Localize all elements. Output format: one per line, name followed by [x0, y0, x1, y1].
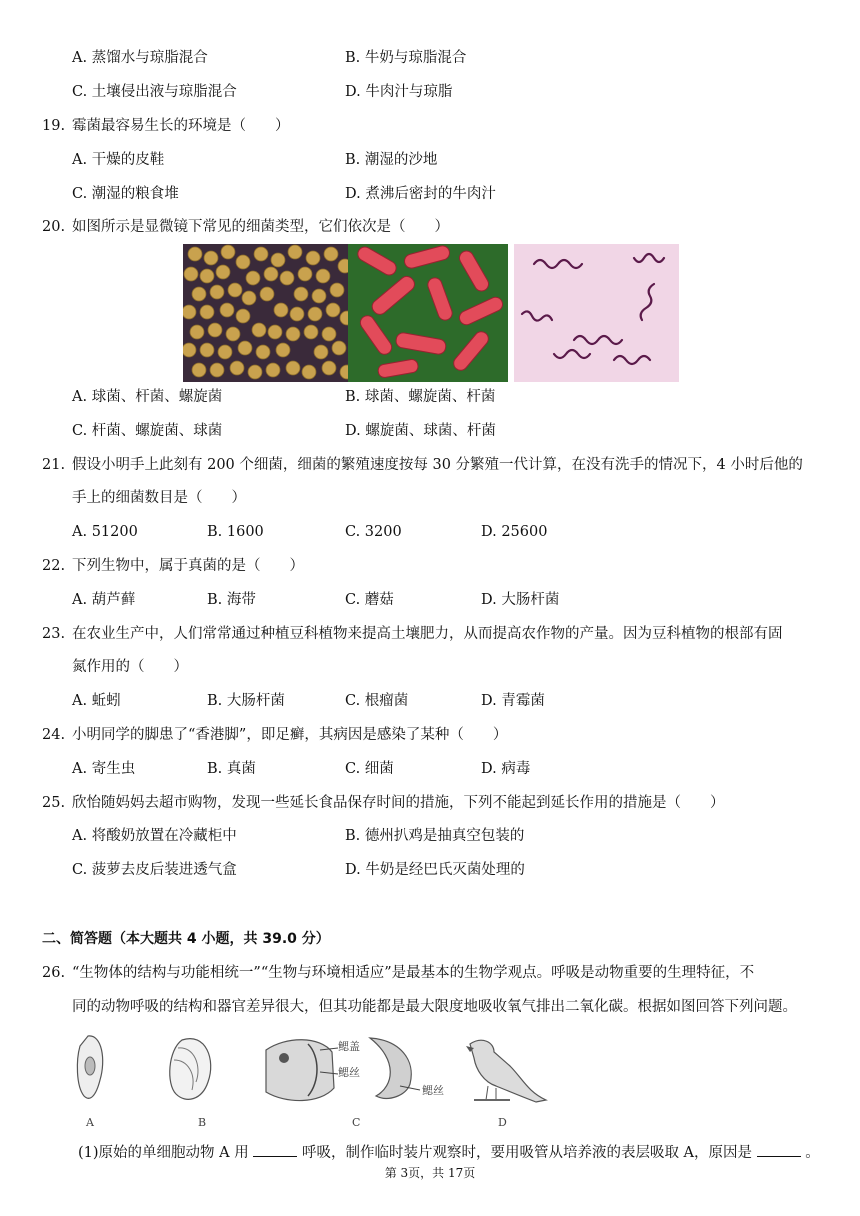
q23-option-b: B. 大肠杆菌: [207, 693, 285, 709]
q24-option-a: A. 寄生虫: [72, 761, 136, 777]
q18-option-c: C. 土壤侵出液与琼脂混合: [72, 84, 237, 100]
q26-sub1: [78, 1142, 820, 1163]
q21-stem-line2: 手上的细菌数目是（ ）: [72, 490, 246, 506]
q23-stem-line1: 在农业生产中，人们常常通过种植豆科植物来提高土壤肥力，从而提高农作物的产量。因为豆科植物的根部有固: [72, 626, 783, 642]
q20-number: 20.: [42, 219, 66, 235]
q24-option-b: B. 真菌: [207, 761, 256, 777]
q19-option-a: A. 干燥的皮鞋: [72, 152, 165, 168]
clam-drawing: [170, 1039, 211, 1100]
q19-stem: 霉菌最容易生长的环境是（ ）: [72, 118, 290, 134]
q25-stem: 欣怡随妈妈去超市购物，发现一些延长食品保存时间的措施，下列不能起到延长作用的措施是（ ）: [72, 795, 725, 811]
fig-label-gill-filament-2: 鳃丝: [422, 1084, 444, 1097]
q21-stem-line1: 假设小明手上此刻有 200 个细菌，细菌的繁殖速度按每 30 分繁殖一代计算，在没有洗手的情况下，4 小时后他的: [72, 457, 803, 473]
q24-stem: 小明同学的脚患了“香港脚”，即足癣，其病因是感染了某种（ ）: [72, 727, 508, 743]
q21-option-b: B. 1600: [207, 524, 264, 540]
q22-option-a: A. 葫芦藓: [72, 592, 136, 608]
spirilla-image: [514, 244, 679, 382]
q21-option-c: C. 3200: [345, 524, 402, 540]
q20-option-a: A. 球菌、杆菌、螺旋菌: [72, 389, 223, 405]
q23-number: 23.: [42, 626, 66, 642]
q19-option-b: B. 潮湿的沙地: [345, 152, 438, 168]
fig-label-d: D: [498, 1116, 507, 1129]
fig-label-gill-filament: 鳃丝: [338, 1066, 360, 1079]
section-heading: 二、简答题（本大题共 4 小题，共 39.0 分）: [42, 931, 330, 947]
q23-option-a: A. 蚯蚓: [72, 693, 121, 709]
q21-number: 21.: [42, 457, 66, 473]
q25-number: 25.: [42, 795, 66, 811]
respiration-figure: [70, 1030, 560, 1130]
bacteria-micrographs: [183, 244, 679, 382]
q22-stem: 下列生物中，属于真菌的是（ ）: [72, 558, 304, 574]
q18-option-b: B. 牛奶与琼脂混合: [345, 50, 467, 66]
page-footer: 第 3页，共 17页: [384, 1166, 476, 1180]
q23-option-d: D. 青霉菌: [481, 693, 545, 709]
q24-option-c: C. 细菌: [345, 761, 394, 777]
q25-option-b: B. 德州扒鸡是抽真空包装的: [345, 828, 525, 844]
q22-option-c: C. 蘑菇: [345, 592, 394, 608]
bird-drawing: [466, 1040, 546, 1102]
q25-option-c: C. 菠萝去皮后装进透气盒: [72, 862, 237, 878]
q20-option-c: C. 杆菌、螺旋菌、球菌: [72, 423, 223, 439]
q18-option-a: A. 蒸馏水与琼脂混合: [72, 50, 208, 66]
q26-number: 26.: [42, 965, 66, 981]
q25-option-a: A. 将酸奶放置在冷藏柜中: [72, 828, 237, 844]
paramecium-drawing: [77, 1036, 102, 1098]
q20-option-d: D. 螺旋菌、球菌、杆菌: [345, 423, 496, 439]
q20-option-b: B. 球菌、螺旋菌、杆菌: [345, 389, 496, 405]
q26-sub1-end: 。: [805, 1145, 820, 1161]
q21-option-a: A. 51200: [72, 524, 138, 540]
q21-option-d: D. 25600: [481, 524, 548, 540]
fig-label-c: C: [352, 1116, 361, 1129]
q22-number: 22.: [42, 558, 66, 574]
fig-label-b: B: [198, 1116, 207, 1129]
bacilli-image: [348, 244, 513, 382]
q25-option-d: D. 牛奶是经巴氏灭菌处理的: [345, 862, 525, 878]
q19-number: 19.: [42, 118, 66, 134]
q26-stem-line2: 同的动物呼吸的结构和器官差异很大，但其功能都是最大限度地吸收氧气排出二氧化碳。根据如图回答下列问题。: [72, 999, 797, 1015]
q24-option-d: D. 病毒: [481, 761, 531, 777]
q18-option-d: D. 牛肉汁与琼脂: [345, 84, 453, 100]
q23-stem-line2: 氮作用的（ ）: [72, 659, 188, 675]
fig-label-gill-cover: 鳃盖: [338, 1040, 360, 1053]
answer-blank-2[interactable]: [757, 1142, 801, 1157]
q26-sub1-part2: 呼吸，制作临时装片观察时，要用吸管从培养液的表层吸取 A，原因是: [301, 1145, 753, 1161]
q22-option-b: B. 海带: [207, 592, 256, 608]
q20-stem: 如图所示是显微镜下常见的细菌类型，它们依次是（ ）: [72, 219, 449, 235]
answer-blank-1[interactable]: [253, 1142, 297, 1157]
q26-sub1-part1: (1)原始的单细胞动物 A 用: [78, 1145, 249, 1161]
q19-option-d: D. 煮沸后密封的牛肉汁: [345, 186, 496, 202]
cocci-image: [183, 244, 348, 382]
q22-option-d: D. 大肠杆菌: [481, 592, 560, 608]
q23-option-c: C. 根瘤菌: [345, 693, 409, 709]
q19-option-c: C. 潮湿的粮食堆: [72, 186, 179, 202]
q24-number: 24.: [42, 727, 66, 743]
fig-label-a: A: [86, 1116, 94, 1129]
q26-stem-line1: “生物体的结构与功能相统一”“生物与环境相适应”是最基本的生物学观点。呼吸是动物重要的生理特征，不: [72, 965, 755, 981]
